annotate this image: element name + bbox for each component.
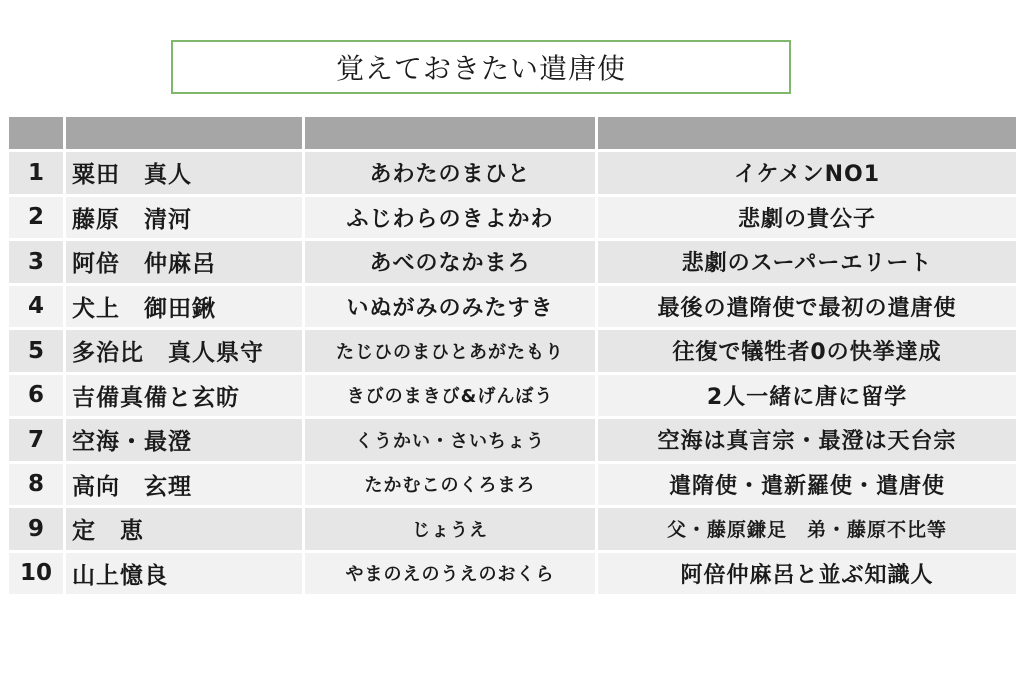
envoy-name: 高向 玄理 [66,464,302,506]
envoy-name: 多治比 真人県守 [66,330,302,372]
row-number: 10 [9,553,63,595]
envoy-reading: いぬがみのみたすき [305,286,595,328]
page-title: 覚えておきたい遣唐使 [171,40,791,94]
envoy-name: 粟田 真人 [66,152,302,194]
envoy-note: 父・藤原鎌足 弟・藤原不比等 [598,508,1016,550]
envoy-name: 空海・最澄 [66,419,302,461]
envoy-name: 阿倍 仲麻呂 [66,241,302,283]
table-row [9,419,1016,461]
row-number: 4 [9,286,63,328]
envoy-note: 悲劇のスーパーエリート [598,241,1016,283]
row-number: 6 [9,375,63,417]
envoy-name: 吉備真備と玄昉 [66,375,302,417]
table-row [9,152,1016,194]
header-number [9,117,63,149]
table-row [9,464,1016,506]
table-header-row [9,117,1016,149]
envoy-name: 藤原 清河 [66,197,302,239]
table-row [9,197,1016,239]
row-number: 3 [9,241,63,283]
table-row [9,553,1016,595]
envoy-note: 悲劇の貴公子 [598,197,1016,239]
envoy-reading: あべのなかまろ [305,241,595,283]
envoy-reading: あわたのまひと [305,152,595,194]
table-row [9,508,1016,550]
envoy-note: イケメンNO1 [598,152,1016,194]
envoy-reading: ふじわらのきよかわ [305,197,595,239]
envoy-table [6,114,1019,597]
table-row [9,241,1016,283]
row-number: 8 [9,464,63,506]
envoy-note: 2人一緒に唐に留学 [598,375,1016,417]
envoy-name: 定 恵 [66,508,302,550]
envoy-name: 山上憶良 [66,553,302,595]
envoy-reading: たじひのまひとあがたもり [305,330,595,372]
row-number: 1 [9,152,63,194]
envoy-note: 往復で犠牲者0の快挙達成 [598,330,1016,372]
envoy-reading: くうかい・さいちょう [305,419,595,461]
header-note [598,117,1016,149]
envoy-name: 犬上 御田鍬 [66,286,302,328]
envoy-note: 阿倍仲麻呂と並ぶ知識人 [598,553,1016,595]
envoy-note: 遣隋使・遣新羅使・遣唐使 [598,464,1016,506]
table-row [9,330,1016,372]
table-row [9,286,1016,328]
row-number: 5 [9,330,63,372]
row-number: 9 [9,508,63,550]
header-name [66,117,302,149]
header-reading [305,117,595,149]
row-number: 2 [9,197,63,239]
row-number: 7 [9,419,63,461]
envoy-note: 最後の遣隋使で最初の遣唐使 [598,286,1016,328]
envoy-reading: じょうえ [305,508,595,550]
table-row [9,375,1016,417]
envoy-note: 空海は真言宗・最澄は天台宗 [598,419,1016,461]
envoy-reading: きびのまきび&げんぼう [305,375,595,417]
envoy-reading: やまのえのうえのおくら [305,553,595,595]
envoy-reading: たかむこのくろまろ [305,464,595,506]
